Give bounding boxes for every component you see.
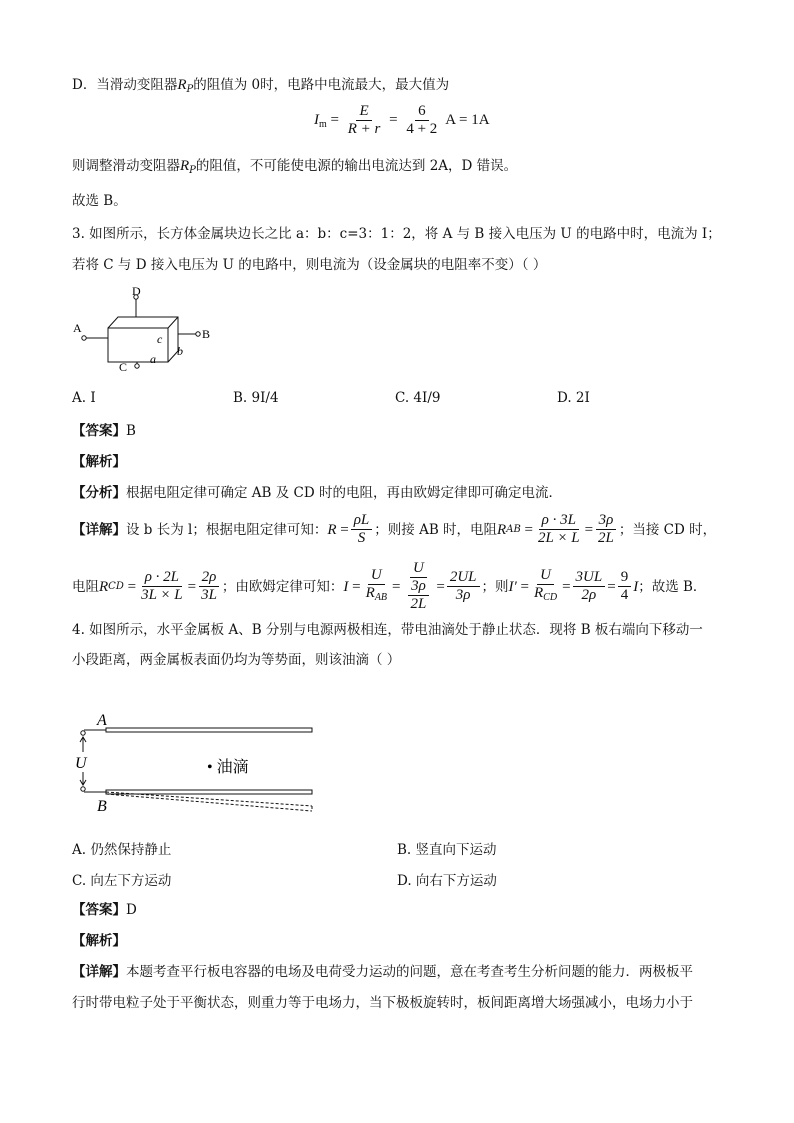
label-b: b [177, 344, 183, 358]
q4-capacitor-figure [72, 708, 322, 818]
q3-option-c: C. 4I/9 [395, 390, 441, 406]
label-A: A [73, 321, 82, 335]
q4-detail-line1: 【详解】本题考查平行板电容器的电场及电荷受力运动的问题，意在考查考生分析问题的能力．两极板平 [72, 964, 693, 980]
q4-stem-line1: 4. 如图所示，水平金属板 A、B 分别与电源两极相连，带电油滴处于静止状态．现将 B 板右端向下移动一 [72, 622, 703, 638]
q4-option-d: D. 向右下方运动 [397, 873, 497, 889]
max-current-equation: $I_m$ = $\frac{E}{R + r}$ = $\frac{6}{4 + 2}$ A = 1A [314, 103, 490, 137]
plate-A [106, 728, 312, 732]
q3-detail-line2: 电阻 R CD = $\frac{\rho \cdot 2L}{3L \times L}$ = $\frac{2\rho}{3L}$ ；由欧姆定律可知： I = $\frac{U}{R_{AB}}$ = $\frac{U}{\frac{3\rho}{2L}}$ = $\frac{2UL}{3\rho}$ ；则 I′ = $\frac{U}{R_{CD}}$ = $\frac{3UL}{2\rho}$ = $\frac{9}{4}$ I ；故选 B． [72, 560, 707, 612]
plate-B-rotated [106, 792, 312, 811]
q3-option-b: B. 9I/4 [233, 390, 279, 406]
q3-cuboid-figure [70, 285, 230, 375]
q3-stem-line1: 3. 如图所示，长方体金属块边长之比 a：b：c=3：1：2，将 A 与 B 接入电压为 U 的电路中时，电流为 I； [72, 226, 721, 242]
q3-stem-line2: 若将 C 与 D 接入电压为 U 的电路中，则电流为（设金属块的电阻率不变）（ ） [72, 257, 547, 273]
q4-option-c: C. 向左下方运动 [72, 873, 172, 889]
q3-fenxi: 【分析】根据电阻定律可确定 AB 及 CD 时的电阻，再由欧姆定律即可确定电流． [72, 485, 562, 501]
label-plate-A: A [97, 712, 107, 729]
partD-line2: 则调整滑动变阻器$R_P$的阻值，不可能使电源的输出电流达到 2A，D 错误。 [72, 158, 518, 176]
q3-answer: 【答案】B [72, 423, 136, 439]
q4-answer: 【答案】D [72, 902, 137, 918]
label-U: U [75, 755, 87, 772]
label-B: B [202, 327, 211, 341]
q4-option-a: A. 仍然保持静止 [72, 842, 172, 858]
label-D: D [132, 285, 141, 298]
q4-detail-line2: 行时带电粒子处于平衡状态，则重力等于电场力，当下极板旋转时，板间距离增大场强减小，电场力小于 [72, 995, 693, 1011]
q4-analysis-label: 【解析】 [72, 933, 126, 949]
q3-detail-line1: 【详解】 设 b 长为 l；根据电阻定律可知： R = $\frac{\rho L}{S}$ ；则接 AB 时，电阻 R AB = $\frac{\rho \cdot 3L}{2L \times L}$ = $\frac{3\rho}{2L}$ ；当接 CD 时， [72, 512, 717, 546]
oil-drop-label: • 油滴 [207, 759, 249, 776]
partD-line1: D．当滑动变阻器$R_P$的阻值为 0时，电路中电流最大，最大值为 [72, 77, 450, 95]
q3-option-d: D. 2I [557, 390, 590, 406]
q4-stem-line2: 小段距离，两金属板表面仍均为等势面，则该油滴（ ） [72, 652, 401, 668]
label-a: a [150, 352, 156, 366]
q3-option-a: A. I [72, 390, 96, 406]
q3-analysis-label: 【解析】 [72, 454, 126, 470]
label-plate-B: B [97, 798, 107, 815]
plate-B [106, 790, 312, 794]
q4-option-b: B. 竖直向下运动 [397, 842, 497, 858]
partD-select: 故选 B。 [72, 193, 127, 209]
label-C: C [119, 360, 128, 374]
label-c: c [157, 332, 163, 346]
